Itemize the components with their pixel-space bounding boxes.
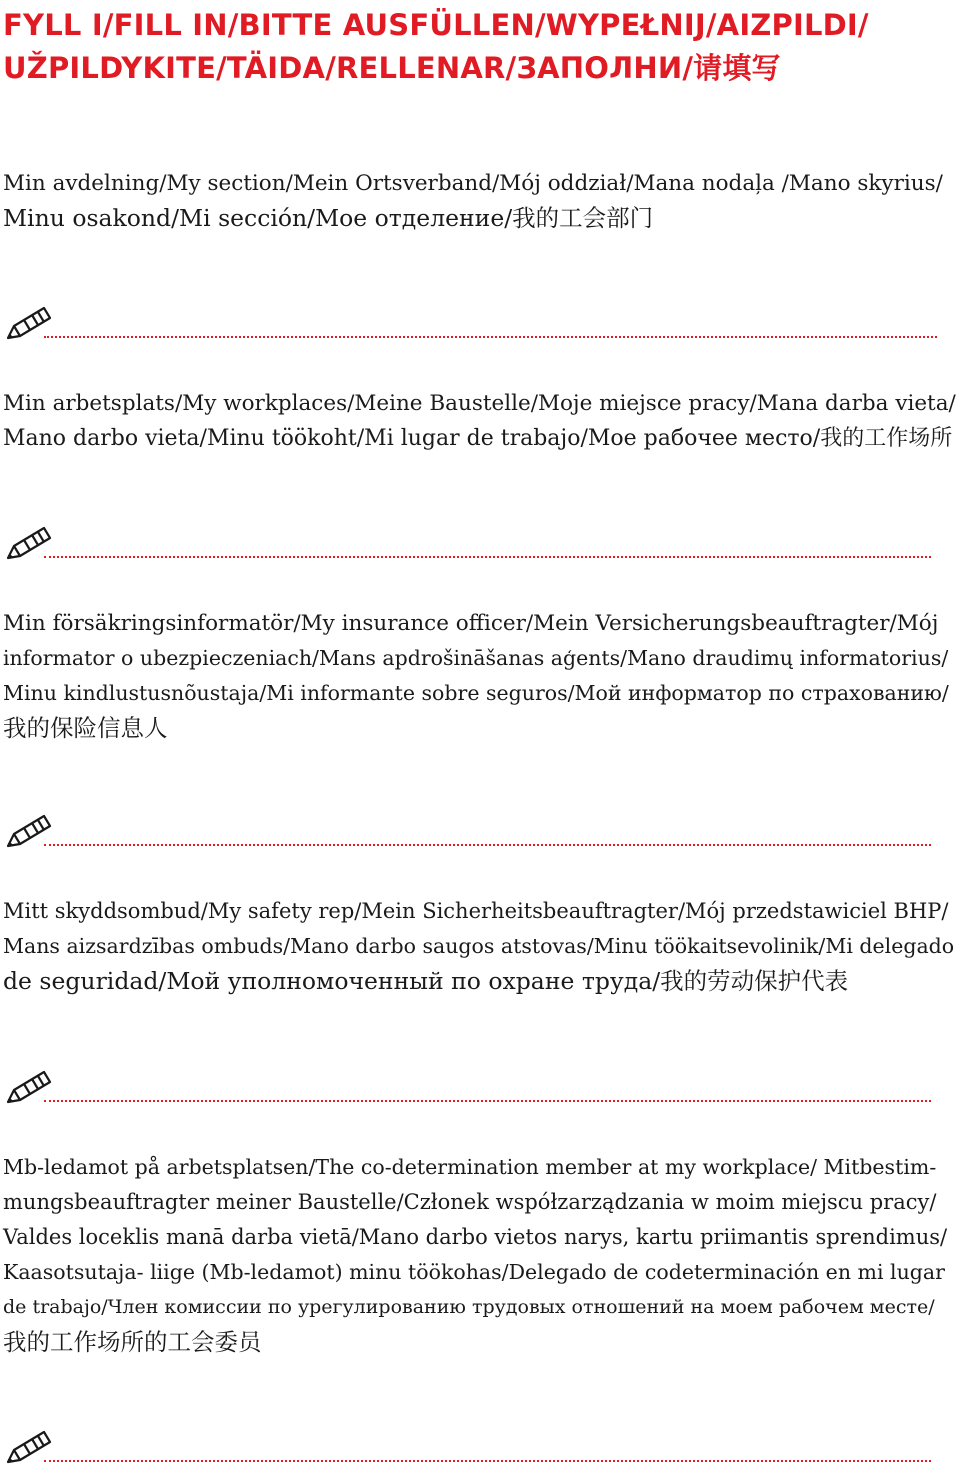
- label-line: Min försäkringsinformatör/My insurance officer/Mein Versicherungsbeauftragter/Mój: [3, 611, 939, 636]
- label-line: informator o ubezpieczeniach/Mans apdrošināšanas aģents/Mano draudimų informatorius/: [3, 646, 949, 670]
- page-heading: [3, 4, 953, 90]
- label-line: Mb-ledamot på arbetsplatsen/The co-determination member at my workplace/ Mitbestim-: [3, 1155, 937, 1179]
- label-line: mungsbeauftragter meiner Baustelle/Członek współzarządzania w moim miejscu pracy/: [3, 1190, 937, 1214]
- field-label-insurance-officer: [3, 606, 958, 746]
- fill-in-line[interactable]: [44, 1460, 931, 1462]
- label-line: Mano darbo vieta/Minu töökoht/Mi lugar de trabajo/Мое рабочее место/我的工作场所: [3, 426, 953, 451]
- label-line: Min avdelning/My section/Mein Ortsverband/Mój oddział/Mana nodaļa /Mano skyrius/: [3, 171, 943, 196]
- fill-in-line[interactable]: [44, 336, 937, 338]
- fill-in-line[interactable]: [44, 556, 931, 558]
- label-line: 我的保险信息人: [3, 714, 168, 742]
- label-line: Min arbetsplats/My workplaces/Meine Baustelle/Moje miejsce pracy/Mana darba vieta/: [3, 391, 956, 416]
- label-line: 我的工作场所的工会委员: [3, 1328, 262, 1356]
- fill-in-line[interactable]: [44, 844, 931, 846]
- field-label-safety-rep: [3, 894, 958, 999]
- label-line: Mitt skyddsombud/My safety rep/Mein Sicherheitsbeauftragter/Mój przedstawiciel BHP/: [3, 899, 949, 923]
- label-line: Mans aizsardzības ombuds/Mano darbo saugos atstovas/Minu töökaitsevolinik/Mi delegado: [3, 934, 955, 958]
- field-label-codetermination-member: [3, 1150, 958, 1360]
- label-line: Minu osakond/Mi sección/Мое отделение/我的工会部门: [3, 204, 654, 232]
- fill-in-line[interactable]: [44, 1100, 931, 1102]
- label-line: Valdes loceklis manā darba vietā/Mano darbo vietos narys, kartu priimantis sprendimus/: [3, 1225, 948, 1249]
- field-label-section: [3, 166, 958, 236]
- label-line: de trabajo/Член комиссии по урегулированию трудовых отношений на моем рабочем месте/: [3, 1296, 935, 1318]
- heading-line-2: UŽPILDYKITE/TÄIDA/RELLENAR/ЗАПОЛНИ/请填写: [3, 51, 781, 85]
- label-line: de seguridad/Мой уполномоченный по охране труда/我的劳动保护代表: [3, 967, 849, 995]
- label-line: Minu kindlustusnõustaja/Mi informante sobre seguros/Мой информатор по страхованию/: [3, 681, 949, 705]
- label-line: Kaasotsutaja- liige (Mb-ledamot) minu töökohas/Delegado de codeterminación en mi lugar: [3, 1260, 945, 1284]
- field-label-workplace: [3, 386, 958, 456]
- heading-line-1: FYLL I/FILL IN/BITTE AUSFÜLLEN/WYPEŁNIJ/AIZPILDI/: [3, 8, 869, 42]
